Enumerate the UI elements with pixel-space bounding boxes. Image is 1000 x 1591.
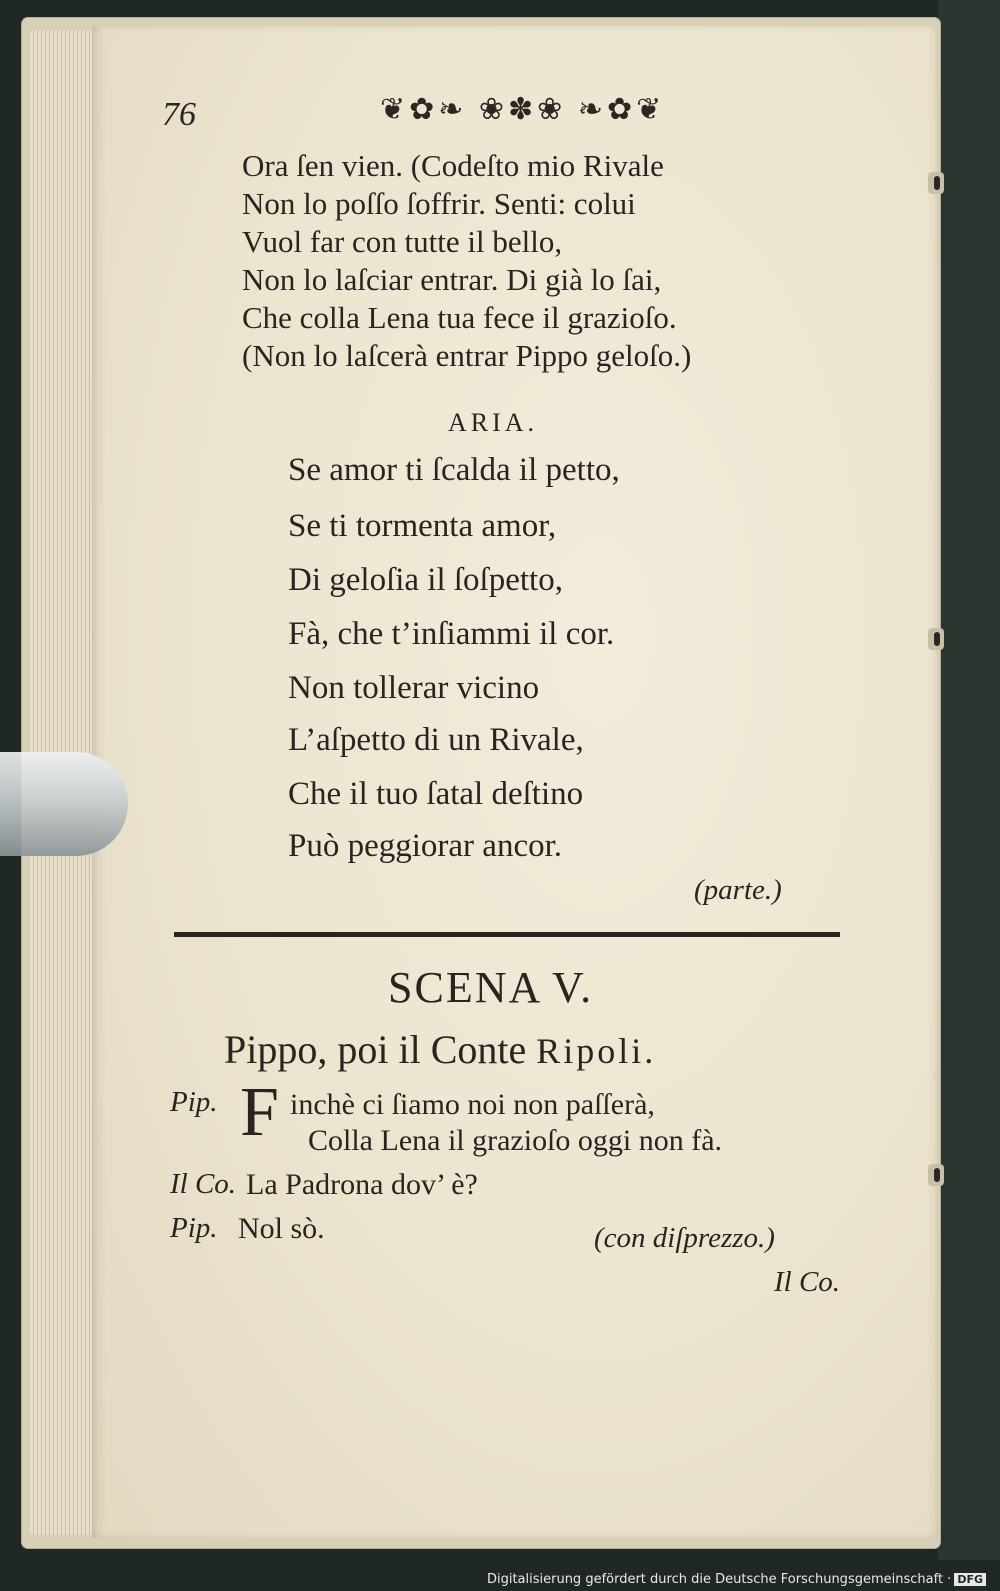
binding-pin xyxy=(928,1164,944,1186)
aria-line: Che il tuo ſatal deſtino xyxy=(288,776,584,812)
speaker-label: Pip. xyxy=(170,1212,218,1244)
verse-line: Che colla Lena tua fece il grazioſo. xyxy=(242,300,677,335)
binding-pin xyxy=(928,172,944,194)
digitization-credit xyxy=(487,1572,986,1587)
catchword: Il Co. xyxy=(774,1266,841,1298)
verse-line: (Non lo laſcerà entrar Pippo geloſo.) xyxy=(242,338,692,373)
page-number: 76 xyxy=(162,96,196,133)
verse-line: Ora ſen vien. (Codeſto mio Rivale xyxy=(242,148,664,183)
aria-line: Se ti tormenta amor, xyxy=(288,508,557,544)
aria-line: Di geloſia il ſoſpetto, xyxy=(288,562,563,598)
credit-text: Digitalisierung gefördert durch die Deutsche Forschungsgemeinschaft · xyxy=(486,1572,952,1587)
characters-prefix: Pippo, poi il Conte xyxy=(224,1027,537,1072)
aria-line: Non tollerar vicino xyxy=(288,670,540,706)
section-rule xyxy=(174,932,840,937)
verse-line: Non lo laſciar entrar. Di già lo ſai, xyxy=(242,262,662,297)
drop-cap: F xyxy=(240,1074,279,1151)
verse-line: Non lo poſſo ſoffrir. Senti: colui xyxy=(242,186,636,221)
aria-heading: ARIA. xyxy=(448,408,539,437)
verse-line: Vuol far con tutte il bello, xyxy=(242,224,563,259)
dialogue-line: inchè ci ſiamo noi non paſſerà, xyxy=(290,1088,655,1121)
stage-direction: (parte.) xyxy=(694,874,782,906)
dfg-badge: DFG xyxy=(954,1573,986,1586)
binding-pin xyxy=(928,628,944,650)
characters-name: Ripoli. xyxy=(536,1031,657,1071)
page-clip xyxy=(0,752,128,856)
stage-direction: (con diſprezzo.) xyxy=(594,1222,775,1254)
dialogue-line: Colla Lena il grazioſo oggi non fà. xyxy=(308,1124,723,1157)
aria-line: L’aſpetto di un Rivale, xyxy=(288,722,584,758)
scene-title: SCENA V. xyxy=(388,963,594,1012)
background-right xyxy=(938,0,1000,1560)
header-ornament: ❦✿❧ ❀✽❀ ❧✿❦ xyxy=(380,93,666,126)
dialogue-line: Nol sò. xyxy=(238,1212,325,1245)
aria-line: Se amor ti ſcalda il petto, xyxy=(288,452,620,488)
aria-line: Fà, che t’inſiammi il cor. xyxy=(288,616,615,652)
speaker-label: Pip. xyxy=(170,1086,218,1118)
scene-characters xyxy=(224,1026,656,1073)
speaker-label: Il Co. xyxy=(170,1168,237,1200)
aria-line: Può peggiorar ancor. xyxy=(288,828,563,864)
dialogue-line: La Padrona dov’ è? xyxy=(246,1168,478,1201)
